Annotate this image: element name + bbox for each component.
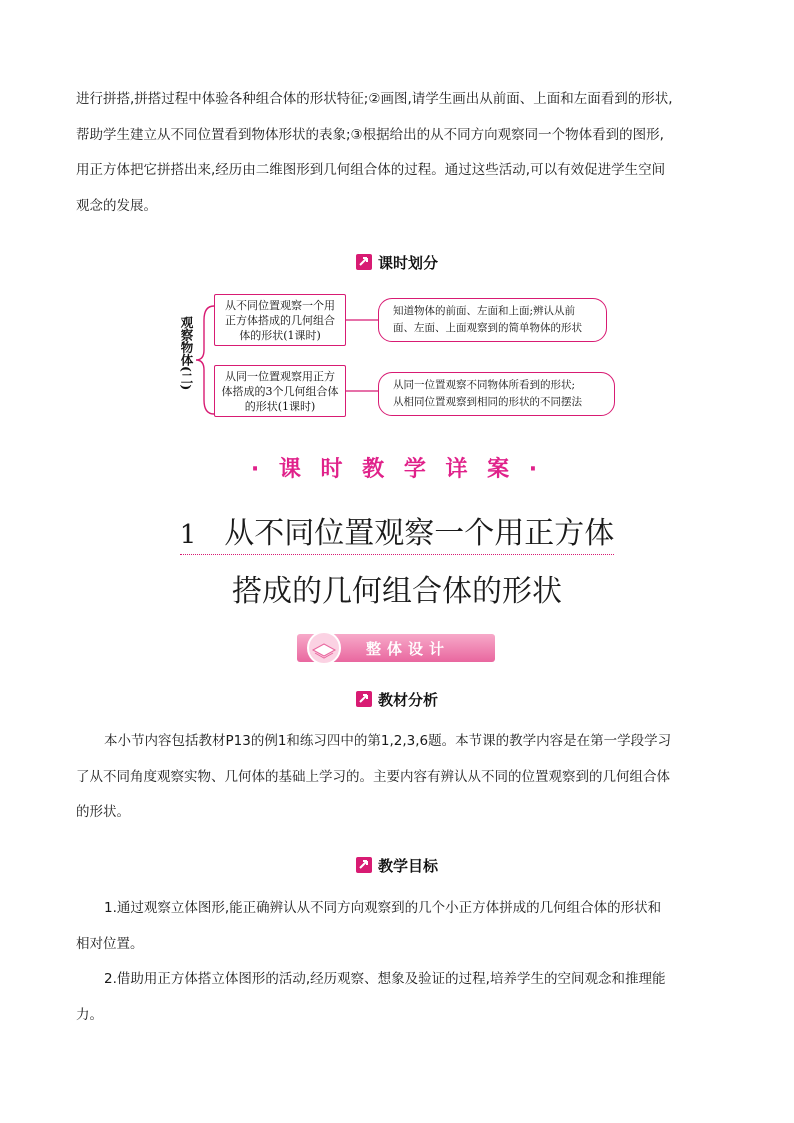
lesson-box-text: 从同一位置观察用正方体搭成的3个几何组合体的形状(1课时) (221, 369, 339, 413)
intro-line: 观念的发展。 (76, 197, 157, 214)
objective-line: 2.借助用正方体搭立体图形的活动,经历观察、想象及验证的过程,培养学生的空间观念和推理能 (104, 971, 666, 987)
lesson-title-line2: 搭成的几何组合体的形状 (232, 574, 562, 609)
objectives-list (76, 891, 724, 1033)
objective-line: 力。 (76, 1006, 103, 1023)
analysis-paragraph (76, 724, 724, 831)
section-marker-icon (356, 857, 372, 873)
schedule-heading-text: 课时划分 (377, 253, 438, 272)
lesson-title-line1 (0, 508, 794, 551)
lesson-plan-banner: · 课 时 教 学 详 案 · (250, 456, 544, 482)
goal-line: 面、左面、上面观察到的简单物体的形状 (393, 322, 582, 334)
lesson-title-text: 从不同位置观察一个用正方体 (224, 516, 615, 551)
analysis-heading (0, 688, 794, 710)
objectives-heading (0, 854, 794, 876)
goal-line: 从相同位置观察到相同的形状的不同摆法 (393, 396, 582, 408)
objective-item-1 (76, 891, 724, 962)
unit-title: 观察物体(二) (179, 316, 194, 391)
goal-line: 从同一位置观察不同物体所看到的形状; (393, 379, 576, 391)
analysis-line: 了从不同角度观察实物、几何体的基础上学习的。主要内容有辨认从不同的位置观察到的几何组合体 (76, 768, 670, 785)
intro-line: 进行拼搭,拼搭过程中体验各种组合体的形状特征;②画图,请学生画出从前面、上面和左面看到的形状, (76, 91, 673, 107)
intro-paragraph (76, 82, 724, 224)
overall-design-text: 整体设计 (365, 639, 450, 658)
lesson-number: 1 (179, 520, 197, 550)
lesson-box-text: 从不同位置观察一个用正方体搭成的几何组合体的形状(1课时) (225, 298, 335, 342)
lesson-box-1 (214, 294, 346, 346)
connector-lines (346, 300, 380, 410)
analysis-line: 本小节内容包括教材P13的例1和练习四中的第1,2,3,6题。本节课的教学内容是在第一学段学习 (104, 733, 672, 749)
objectives-heading-text: 教学目标 (377, 856, 438, 875)
intro-line: 用正方体把它拼搭出来,经历由二维图形到几何组合体的过程。通过这些活动,可以有效促进学生空间 (76, 162, 666, 178)
schedule-heading (0, 251, 794, 273)
objective-line: 相对位置。 (76, 935, 144, 952)
objective-line: 1.通过观察立体图形,能正确辨认从不同方向观察到的几个小正方体拼成的几何组合体的形状和 (104, 900, 662, 916)
goal-line: 知道物体的前面、左面和上面;辨认从前 (393, 305, 576, 317)
lesson-box-2 (214, 365, 346, 417)
schedule-brace (194, 300, 216, 420)
goal-box-1 (378, 298, 607, 342)
goal-box-2 (378, 372, 615, 416)
analysis-heading-text: 教材分析 (377, 690, 438, 709)
intro-line: 帮助学生建立从不同位置看到物体形状的表象;③根据给出的从不同方向观察同一个物体看到的图形, (76, 126, 664, 143)
book-icon (306, 631, 342, 665)
section-marker-icon (356, 254, 372, 270)
lesson-title-underline (180, 508, 615, 555)
section-marker-icon (356, 691, 372, 707)
objective-item-2 (76, 962, 724, 1033)
analysis-line: 的形状。 (76, 804, 130, 820)
